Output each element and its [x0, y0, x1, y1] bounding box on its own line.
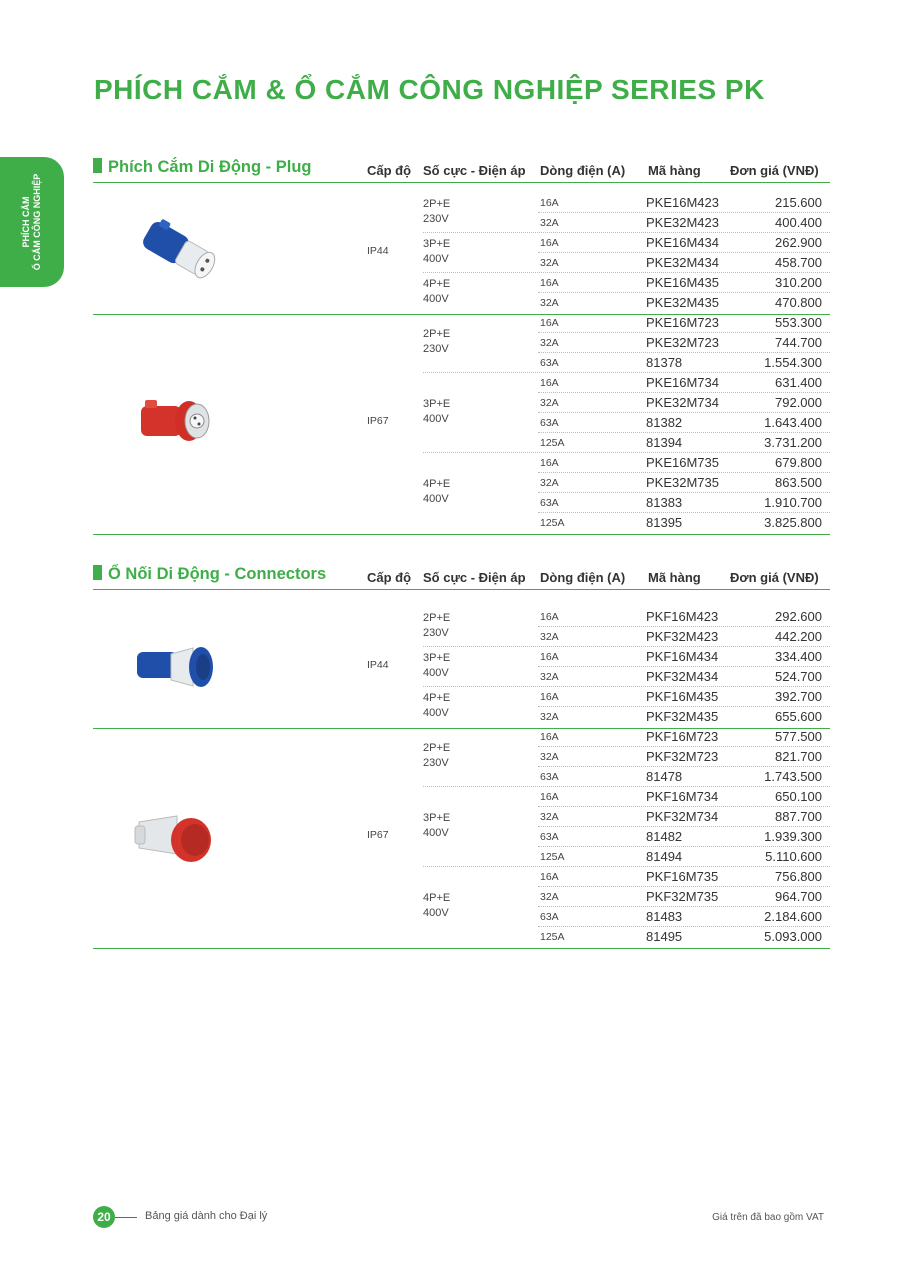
- current-cell: 125A: [540, 517, 565, 529]
- product-code[interactable]: PKE16M435: [646, 275, 719, 290]
- side-category-tab[interactable]: [0, 157, 64, 287]
- current-cell: 16A: [540, 197, 559, 209]
- price-cell: 792.000: [775, 395, 822, 410]
- voltage-label: 400V: [423, 827, 449, 839]
- price-cell: 1.554.300: [764, 355, 822, 370]
- price-cell: 1.643.400: [764, 415, 822, 430]
- product-code[interactable]: PKF16M735: [646, 869, 719, 884]
- pole-voltage: [423, 611, 483, 641]
- header-current: Dòng điện (A): [540, 570, 626, 585]
- row-divider: [538, 352, 830, 353]
- footer-divider: [115, 1217, 137, 1218]
- product-code[interactable]: PKF16M435: [646, 689, 719, 704]
- row-divider: [538, 906, 830, 907]
- product-code[interactable]: PKF32M735: [646, 889, 719, 904]
- voltage-label: 400V: [423, 907, 449, 919]
- price-cell: 679.800: [775, 455, 822, 470]
- current-cell: 125A: [540, 851, 565, 863]
- pole-divider: [423, 686, 830, 687]
- page-number: 20: [93, 1206, 115, 1228]
- header-level: Cấp độ: [367, 163, 412, 178]
- current-cell: 16A: [540, 651, 559, 663]
- header-price: Đơn giá (VNĐ): [730, 570, 819, 585]
- current-cell: 16A: [540, 611, 559, 623]
- section-title: [93, 565, 326, 584]
- current-cell: 32A: [540, 711, 559, 723]
- voltage-label: 230V: [423, 343, 449, 355]
- price-cell: 262.900: [775, 235, 822, 250]
- pole-voltage: [423, 811, 483, 841]
- pole-divider: [423, 372, 830, 373]
- voltage-label: 230V: [423, 757, 449, 769]
- price-cell: 821.700: [775, 749, 822, 764]
- row-divider: [538, 746, 830, 747]
- product-code[interactable]: 81382: [646, 415, 683, 430]
- section-title: [93, 158, 312, 177]
- price-cell: 744.700: [775, 335, 822, 350]
- current-cell: 16A: [540, 377, 559, 389]
- row-divider: [538, 252, 830, 253]
- row-divider: [538, 512, 830, 513]
- section-title-text: Phích Cắm Di Động - Plug: [108, 158, 312, 176]
- side-tab-line2: Ổ CẮM CÔNG NGHIỆP: [32, 173, 42, 271]
- pole-label: 3P+E: [423, 812, 451, 824]
- pole-voltage: [423, 891, 483, 921]
- current-cell: 16A: [540, 277, 559, 289]
- row-divider: [538, 412, 830, 413]
- product-code[interactable]: PKE16M423: [646, 195, 719, 210]
- pole-label: 4P+E: [423, 892, 451, 904]
- price-cell: 3.825.800: [764, 515, 822, 530]
- current-cell: 32A: [540, 477, 559, 489]
- pole-voltage: [423, 327, 483, 357]
- pole-label: 3P+E: [423, 398, 451, 410]
- price-cell: 650.100: [775, 789, 822, 804]
- pole-divider: [423, 272, 830, 273]
- pole-divider: [423, 866, 830, 867]
- voltage-label: 400V: [423, 293, 449, 305]
- price-cell: 5.093.000: [764, 929, 822, 944]
- blue-plug-image: [121, 208, 231, 298]
- product-code[interactable]: 81483: [646, 909, 683, 924]
- current-cell: 32A: [540, 891, 559, 903]
- row-divider: [538, 846, 830, 847]
- row-divider: [538, 826, 830, 827]
- header-code: Mã hàng: [648, 163, 701, 178]
- row-divider: [538, 806, 830, 807]
- product-code[interactable]: 81383: [646, 495, 683, 510]
- protection-level: IP67: [367, 829, 389, 841]
- price-cell: 392.700: [775, 689, 822, 704]
- blue-connector-image: [121, 622, 231, 712]
- current-cell: 32A: [540, 297, 559, 309]
- side-tab-line1: PHÍCH CẮM: [21, 196, 31, 248]
- group-divider: [93, 948, 830, 949]
- price-cell: 863.500: [775, 475, 822, 490]
- red-connector-image: [121, 792, 231, 882]
- current-cell: 16A: [540, 871, 559, 883]
- header-poles: Số cực - Điện áp: [423, 570, 526, 585]
- pole-divider: [423, 452, 830, 453]
- voltage-label: 230V: [423, 627, 449, 639]
- header-divider: [363, 182, 830, 183]
- pole-voltage: [423, 397, 483, 427]
- section-marker: [93, 565, 102, 580]
- pole-label: 4P+E: [423, 278, 451, 290]
- header-price: Đơn giá (VNĐ): [730, 163, 819, 178]
- price-cell: 5.110.600: [765, 849, 822, 864]
- row-divider: [538, 706, 830, 707]
- row-divider: [538, 292, 830, 293]
- pole-divider: [423, 786, 830, 787]
- current-cell: 63A: [540, 831, 559, 843]
- product-code[interactable]: 81378: [646, 355, 683, 370]
- row-divider: [538, 886, 830, 887]
- product-code[interactable]: 81482: [646, 829, 683, 844]
- product-code[interactable]: PKF16M723: [646, 729, 719, 744]
- current-cell: 125A: [540, 931, 565, 943]
- current-cell: 32A: [540, 811, 559, 823]
- row-divider: [538, 212, 830, 213]
- footer-right-text: Giá trên đã bao gồm VAT: [712, 1212, 824, 1223]
- page-title: PHÍCH CẮM & Ổ CẮM CÔNG NGHIỆP SERIES PK: [94, 74, 765, 105]
- row-divider: [538, 766, 830, 767]
- price-cell: 553.300: [775, 315, 822, 330]
- current-cell: 63A: [540, 497, 559, 509]
- current-cell: 63A: [540, 771, 559, 783]
- header-divider-left: [93, 589, 363, 590]
- product-code[interactable]: 81394: [646, 435, 683, 450]
- protection-level: IP67: [367, 415, 389, 427]
- header-level: Cấp độ: [367, 570, 412, 585]
- product-code[interactable]: PKE16M735: [646, 455, 719, 470]
- current-cell: 63A: [540, 911, 559, 923]
- row-divider: [538, 492, 830, 493]
- voltage-label: 400V: [423, 413, 449, 425]
- price-cell: 655.600: [775, 709, 822, 724]
- current-cell: 16A: [540, 237, 559, 249]
- price-cell: 334.400: [775, 649, 822, 664]
- voltage-label: 400V: [423, 667, 449, 679]
- row-divider: [538, 926, 830, 927]
- price-cell: 1.939.300: [764, 829, 822, 844]
- current-cell: 32A: [540, 631, 559, 643]
- pole-label: 2P+E: [423, 328, 451, 340]
- product-code[interactable]: PKF16M434: [646, 649, 719, 664]
- header-divider-left: [93, 182, 363, 183]
- price-cell: 577.500: [775, 729, 822, 744]
- voltage-label: 230V: [423, 213, 449, 225]
- current-cell: 63A: [540, 357, 559, 369]
- row-divider: [538, 432, 830, 433]
- current-cell: 125A: [540, 437, 565, 449]
- pole-voltage: [423, 277, 483, 307]
- pole-voltage: [423, 237, 483, 267]
- voltage-label: 400V: [423, 707, 449, 719]
- price-cell: 524.700: [775, 669, 822, 684]
- row-divider: [538, 472, 830, 473]
- row-divider: [538, 626, 830, 627]
- section-marker: [93, 158, 102, 173]
- current-cell: 16A: [540, 317, 559, 329]
- price-cell: 458.700: [775, 255, 822, 270]
- pole-voltage: [423, 477, 483, 507]
- row-divider: [538, 666, 830, 667]
- pole-voltage: [423, 651, 483, 681]
- pole-label: 2P+E: [423, 612, 451, 624]
- product-code[interactable]: PKE32M434: [646, 255, 719, 270]
- product-code[interactable]: PKF32M435: [646, 709, 719, 724]
- product-code[interactable]: PKE32M435: [646, 295, 719, 310]
- product-code[interactable]: 81395: [646, 515, 683, 530]
- pole-voltage: [423, 197, 483, 227]
- product-code[interactable]: PKE16M723: [646, 315, 719, 330]
- price-cell: 756.800: [775, 869, 822, 884]
- price-cell: 887.700: [775, 809, 822, 824]
- current-cell: 63A: [540, 417, 559, 429]
- red-plug-image: [121, 378, 231, 468]
- price-cell: 310.200: [775, 275, 822, 290]
- voltage-label: 400V: [423, 493, 449, 505]
- current-cell: 16A: [540, 791, 559, 803]
- header-current: Dòng điện (A): [540, 163, 626, 178]
- product-code[interactable]: PKF32M723: [646, 749, 719, 764]
- header-poles: Số cực - Điện áp: [423, 163, 526, 178]
- current-cell: 16A: [540, 691, 559, 703]
- product-code[interactable]: 81494: [646, 849, 683, 864]
- pole-voltage: [423, 691, 483, 721]
- protection-level: IP44: [367, 245, 389, 257]
- product-code[interactable]: PKF32M434: [646, 669, 719, 684]
- price-cell: 964.700: [775, 889, 822, 904]
- voltage-label: 400V: [423, 253, 449, 265]
- pole-label: 3P+E: [423, 238, 451, 250]
- protection-level: IP44: [367, 659, 389, 671]
- product-code[interactable]: PKE32M423: [646, 215, 719, 230]
- pole-divider: [423, 646, 830, 647]
- pole-divider: [423, 232, 830, 233]
- section-title-text: Ổ Nối Di Động - Connectors: [108, 565, 327, 583]
- group-divider: [93, 534, 830, 535]
- row-divider: [538, 392, 830, 393]
- pole-label: 4P+E: [423, 478, 451, 490]
- header-code: Mã hàng: [648, 570, 701, 585]
- pole-label: 4P+E: [423, 692, 451, 704]
- price-cell: 215.600: [775, 195, 822, 210]
- row-divider: [538, 332, 830, 333]
- product-code[interactable]: PKF32M734: [646, 809, 719, 824]
- pole-label: 2P+E: [423, 742, 451, 754]
- product-code[interactable]: PKE16M434: [646, 235, 719, 250]
- pole-label: 3P+E: [423, 652, 451, 664]
- product-code[interactable]: PKE32M734: [646, 395, 719, 410]
- current-cell: 32A: [540, 397, 559, 409]
- price-cell: 1.743.500: [764, 769, 822, 784]
- current-cell: 32A: [540, 217, 559, 229]
- price-cell: 292.600: [775, 609, 822, 624]
- current-cell: 16A: [540, 457, 559, 469]
- current-cell: 32A: [540, 751, 559, 763]
- current-cell: 32A: [540, 671, 559, 683]
- product-code[interactable]: PKE32M723: [646, 335, 719, 350]
- product-code[interactable]: PKF16M423: [646, 609, 719, 624]
- product-code[interactable]: PKF32M423: [646, 629, 719, 644]
- pole-voltage: [423, 741, 483, 771]
- product-code[interactable]: 81495: [646, 929, 683, 944]
- price-cell: 631.400: [775, 375, 822, 390]
- current-cell: 32A: [540, 337, 559, 349]
- price-cell: 2.184.600: [764, 909, 822, 924]
- price-cell: 1.910.700: [764, 495, 822, 510]
- product-code[interactable]: PKF16M734: [646, 789, 719, 804]
- product-code[interactable]: PKE32M735: [646, 475, 719, 490]
- header-divider: [363, 589, 830, 590]
- product-code[interactable]: PKE16M734: [646, 375, 719, 390]
- price-cell: 470.800: [775, 295, 822, 310]
- current-cell: 16A: [540, 731, 559, 743]
- current-cell: 32A: [540, 257, 559, 269]
- price-cell: 442.200: [775, 629, 822, 644]
- product-code[interactable]: 81478: [646, 769, 683, 784]
- price-cell: 400.400: [775, 215, 822, 230]
- pole-label: 2P+E: [423, 198, 451, 210]
- footer-left-text: Bảng giá dành cho Đại lý: [145, 1210, 268, 1222]
- price-cell: 3.731.200: [764, 435, 822, 450]
